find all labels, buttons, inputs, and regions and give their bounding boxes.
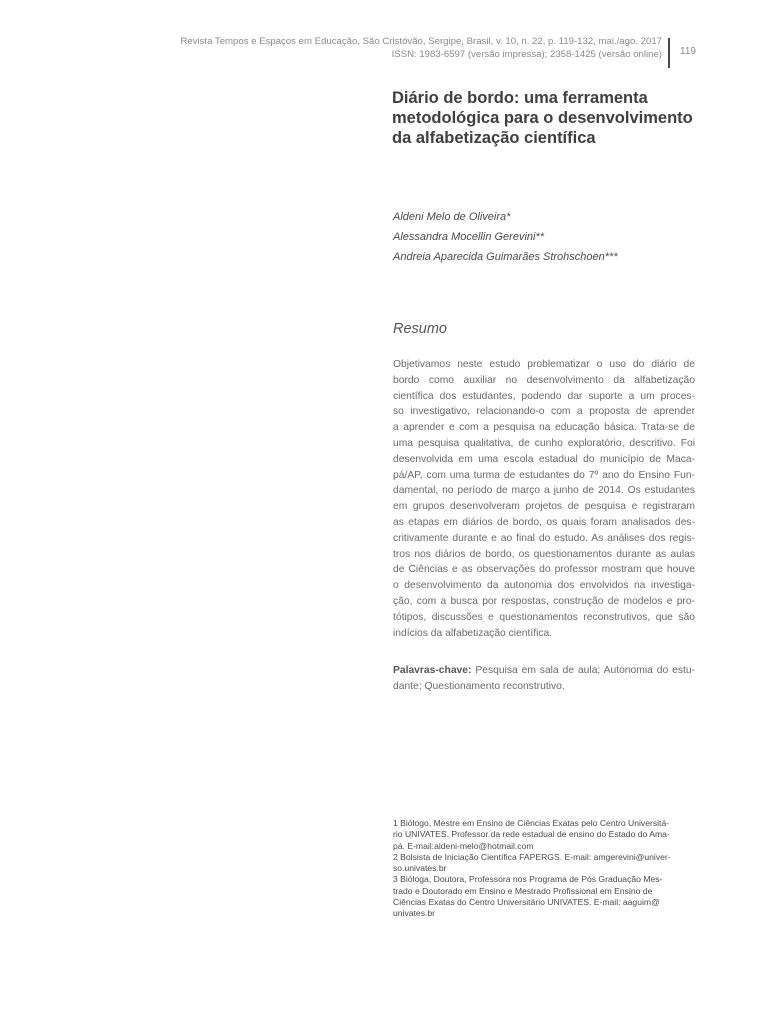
abstract-line: bordo como auxiliar no desenvolvimento da alfabetização [393,374,695,386]
abstract-line: uma pesquisa qualitativa, de cunho exploratório, descritivo. Foi [393,437,695,449]
footnote-line: 1 Biólogo, Mestre em Ensino de Ciências Exatas pelo Centro Universitá- [393,818,670,828]
author-name: Alessandra Mocellin Gerevini** [393,231,545,243]
footnote-line: trado e Doutorado em Ensino e Mestrado Profissional em Ensino de [393,885,653,896]
abstract-line: o desenvolvimento da autonomia dos envolvidos na investiga- [393,580,695,592]
title-line: metodológica para o desenvolvimento [392,109,693,127]
abstract-line: as etapas em diários de bordo, os quais foram analisados des- [393,516,695,528]
abstract-body [393,357,695,641]
article-title [392,88,722,148]
footnote-line: 3 Bióloga, Doutora, Professora nos Programa de Pós Graduação Mes- [393,874,663,885]
issn-line: ISSN: 1983-6597 (versão impressa); 2358-1425 (versão online) [391,48,662,60]
abstract-line: desenvolvida em uma escola estadual do município de Maca- [393,453,695,465]
abstract-line: tros nos diários de bordo, os questionamentos durante as aulas [393,548,695,560]
keywords-line [393,663,695,679]
title-line: da alfabetização científica [392,129,596,147]
abstract-line: tótipos, discussões e questionamentos reconstrutivos, que são [393,611,695,623]
abstract-line: Objetivamos neste estudo problematizar o uso do diário de [393,359,695,370]
abstract-line: ção, com a busca por respostas, construção de modelos e pro- [393,595,695,607]
title-line: Diário de bordo: uma ferramenta [392,89,648,107]
author-name: Aldeni Melo de Oliveira* [393,211,511,223]
keywords-text: Pesquisa em sala de aula; Autonomia do estu- [475,665,695,676]
keywords-block [393,663,695,695]
footnotes [393,818,695,920]
abstract-line: indícios da alfabetização científica. [393,627,553,639]
abstract-line: de Ciências e as observações do professor mostram que houve [393,564,695,576]
page-number: 119 [680,46,696,57]
journal-citation: Revista Tempos e Espaços em Educação, São Cristóvão, Sergipe, Brasil, v. 10, n. 22, p. 119-132, mai./ago. 2017 [180,36,662,47]
abstract-line: so investigativo, relacionando-o com a proposta de aprender [393,406,695,418]
abstract-line: damental, no período de março a junho de 2014. Os estudantes [393,485,695,497]
abstract-line: em grupos desenvolveram projetos de pesquisa e registraram [393,501,695,513]
abstract-line: critivamente durante e ao final do estudo. As análises dos regis- [393,532,695,544]
footnote-line: so.univates.br [393,863,447,874]
abstract-heading: Resumo [393,321,447,337]
abstract-line: a aprender e com a pesquisa na educação básica. Trata-se de [393,422,695,434]
footnote-line: rio UNIVATES. Professor da rede estadual de ensino do Estado do Ama- [393,829,670,840]
keywords-line: dante; Questionamento reconstrutivo. [393,680,565,692]
footnote-line: pá. E-mail:aldeni-melo@hotmail.com [393,840,534,851]
footnote-line: univates.br [393,908,436,919]
keywords-label: Palavras-chave: [393,665,472,676]
header-divider [668,38,670,68]
footnote-line: 2 Bolsista de Iniciação Científica FAPERGS. E-mail: amgerevini@univer- [393,851,671,862]
abstract-line: pá/AP, com uma turma de estudantes do 7º ano do Ensino Fun- [393,469,695,481]
running-header [180,36,662,61]
author-list [393,207,618,267]
abstract-line: científica dos estudantes, podendo dar suporte a um proces- [393,390,695,402]
author-name: Andreia Aparecida Guimarães Strohschoen*** [393,251,618,263]
footnote-line: Ciências Exatas do Centro Universitário UNIVATES. E-mail: aaguim@ [393,897,660,908]
